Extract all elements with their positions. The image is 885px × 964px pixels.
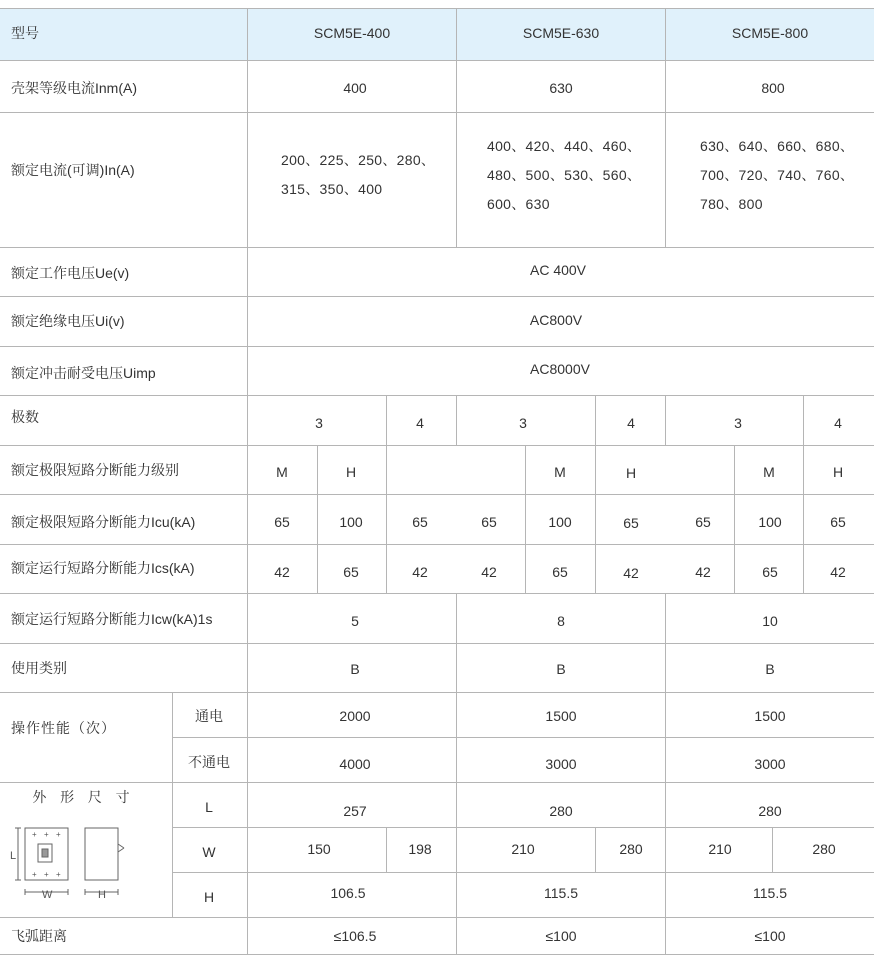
cell-value: 5	[351, 613, 359, 629]
cell-value: 100	[758, 514, 782, 530]
cell-value: 65	[552, 564, 568, 580]
grid-line	[0, 954, 874, 955]
cell-value: 65	[695, 514, 711, 530]
cell-value: 42	[481, 564, 497, 580]
grid-line	[172, 872, 874, 873]
grid-line	[595, 395, 596, 445]
figure-w-label: W	[42, 889, 53, 901]
cell-value: 800	[761, 80, 785, 96]
grid-line	[456, 8, 457, 248]
grid-line	[0, 112, 874, 113]
grid-line	[734, 445, 735, 593]
grid-line	[172, 692, 173, 917]
list-line: 400、420、440、460、	[487, 138, 642, 154]
cell-value: M	[763, 464, 775, 480]
grid-line	[0, 395, 874, 396]
list-line: 315、350、400	[281, 181, 383, 197]
cell-value: 115.5	[544, 885, 578, 901]
grid-line	[386, 445, 387, 593]
cell-value: 65	[343, 564, 359, 580]
cell-value: 3	[734, 415, 742, 431]
cell-value: 65	[274, 514, 290, 530]
cell-value: 100	[339, 514, 363, 530]
model-header-630: SCM5E-630	[522, 25, 600, 41]
grid-line	[172, 737, 874, 738]
grid-line	[0, 782, 874, 783]
grid-line	[595, 827, 596, 872]
cell-value: B	[556, 661, 566, 677]
grid-line	[0, 544, 874, 545]
cell-value: 280	[812, 841, 836, 857]
breaker-side-outline	[85, 828, 118, 880]
cell-value: 2000	[339, 708, 371, 724]
figure-h-label: H	[98, 889, 106, 901]
cell-value: 280	[619, 841, 643, 857]
side-lever-line	[118, 844, 124, 848]
list-line: 700、720、740、760、	[700, 167, 855, 183]
list-line: 780、800	[700, 196, 763, 212]
grid-line	[386, 827, 387, 872]
grid-line	[0, 346, 874, 347]
cell-value: 65	[412, 514, 428, 530]
side-lever-line	[118, 848, 124, 852]
row-label: 额定电流(可调)In(A)	[11, 162, 135, 178]
model-header-400: SCM5E-400	[313, 25, 391, 41]
row-label: 操作性能（次）	[11, 720, 116, 736]
grid-line	[803, 445, 804, 593]
grid-line	[595, 445, 596, 593]
cell-value: H	[832, 464, 844, 480]
cell-value: 65	[762, 564, 778, 580]
cell-value: 210	[511, 841, 535, 857]
terminal-plus-mark: +	[56, 830, 61, 839]
row-label: 额定运行短路分断能力Ics(kA)	[11, 560, 195, 576]
sub-label: L	[205, 799, 213, 815]
cell-value: 4	[416, 415, 424, 431]
row-label: 外 形 尺 寸	[32, 789, 132, 805]
grid-line	[317, 445, 318, 593]
terminal-plus-mark: +	[32, 830, 37, 839]
breaker-handle-icon	[42, 849, 48, 857]
cell-value: 100	[548, 514, 572, 530]
cell-value: 4	[627, 415, 635, 431]
header-label: 型号	[11, 25, 39, 41]
row-label: 额定工作电压Ue(v)	[11, 265, 130, 281]
row-label: 额定极限短路分断能力Icu(kA)	[11, 514, 196, 530]
cell-value: 42	[695, 564, 711, 580]
grid-line	[772, 827, 773, 872]
sub-label: W	[202, 844, 216, 860]
cell-value: AC 400V	[529, 262, 587, 278]
cell-value: 42	[830, 564, 846, 580]
cell-value: 3	[519, 415, 527, 431]
cell-value: 1500	[754, 708, 786, 724]
sub-label: H	[203, 889, 215, 905]
cell-value: 10	[762, 613, 778, 629]
list-line: 200、225、250、280、	[281, 152, 436, 168]
cell-value: 198	[408, 841, 432, 857]
grid-line	[0, 494, 874, 495]
cell-value: 3000	[754, 756, 786, 772]
rated-current-list-800	[700, 132, 854, 219]
grid-line	[456, 593, 457, 954]
figure-l-label: L	[10, 850, 17, 862]
grid-line	[0, 692, 874, 693]
terminal-plus-mark: +	[44, 830, 49, 839]
grid-line	[525, 445, 526, 593]
cell-value: M	[276, 464, 288, 480]
cell-value: 42	[274, 564, 290, 580]
grid-line	[0, 247, 874, 248]
list-line: 480、500、530、560、	[487, 167, 642, 183]
rated-current-list-630	[487, 132, 641, 219]
grid-line	[0, 643, 874, 644]
cell-value: M	[554, 464, 566, 480]
cell-value: 280	[758, 803, 782, 819]
cell-value: 65	[830, 514, 846, 530]
sub-label: 不通电	[188, 754, 230, 770]
grid-line	[665, 395, 666, 445]
cell-value: 280	[549, 803, 573, 819]
list-line: 600、630	[487, 196, 550, 212]
sub-label: 通电	[195, 708, 223, 724]
grid-line	[0, 445, 874, 446]
cell-value: B	[350, 661, 360, 677]
cell-value: 630	[549, 80, 573, 96]
list-line: 630、640、660、680、	[700, 138, 855, 154]
row-label: 额定冲击耐受电压Uimp	[11, 365, 156, 381]
grid-line	[0, 60, 874, 61]
cell-value: 115.5	[753, 885, 787, 901]
cell-value: H	[625, 465, 637, 481]
cell-value: 65	[623, 515, 639, 531]
cell-value: B	[765, 661, 775, 677]
cell-value: 42	[412, 564, 428, 580]
row-label: 飞弧距离	[11, 928, 67, 944]
terminal-plus-mark: +	[56, 870, 61, 879]
model-header-800: SCM5E-800	[731, 25, 809, 41]
cell-value: 257	[343, 803, 367, 819]
terminal-plus-mark: +	[32, 870, 37, 879]
grid-line	[665, 8, 666, 248]
grid-line	[172, 827, 874, 828]
cell-value: 400	[343, 80, 367, 96]
cell-value: 3000	[545, 756, 577, 772]
grid-line	[247, 8, 248, 954]
terminal-plus-mark: +	[44, 870, 49, 879]
cell-value: 4000	[339, 756, 371, 772]
cell-value: 8	[557, 613, 565, 629]
row-label: 壳架等级电流Inm(A)	[11, 80, 137, 96]
cell-value: 65	[481, 514, 497, 530]
grid-line	[665, 593, 666, 954]
cell-value: 210	[708, 841, 732, 857]
row-label: 使用类别	[11, 660, 67, 676]
cell-value: ≤100	[754, 928, 786, 944]
cell-value: AC800V	[529, 312, 583, 328]
grid-line	[0, 593, 874, 594]
grid-line	[803, 395, 804, 445]
cell-value: AC8000V	[530, 361, 590, 377]
cell-value: 3	[315, 415, 323, 431]
grid-line	[0, 917, 874, 918]
cell-value: ≤100	[545, 928, 577, 944]
cell-value: 150	[307, 841, 331, 857]
cell-value: 1500	[545, 708, 577, 724]
row-label: 极数	[11, 409, 39, 425]
grid-line	[386, 395, 387, 445]
cell-value: H	[345, 464, 357, 480]
rated-current-list-400	[281, 146, 435, 204]
cell-value: 4	[834, 415, 842, 431]
breaker-outline-figure	[10, 820, 135, 904]
cell-value: 42	[623, 565, 639, 581]
grid-line	[0, 296, 874, 297]
cell-value: ≤106.5	[333, 928, 377, 944]
row-label: 额定极限短路分断能力级别	[11, 462, 179, 478]
row-label: 额定运行短路分断能力Icw(kA)1s	[11, 611, 213, 627]
grid-line	[0, 8, 874, 9]
row-label: 额定绝缘电压Ui(v)	[11, 313, 125, 329]
cell-value: 106.5	[330, 885, 366, 901]
grid-line	[456, 395, 457, 445]
